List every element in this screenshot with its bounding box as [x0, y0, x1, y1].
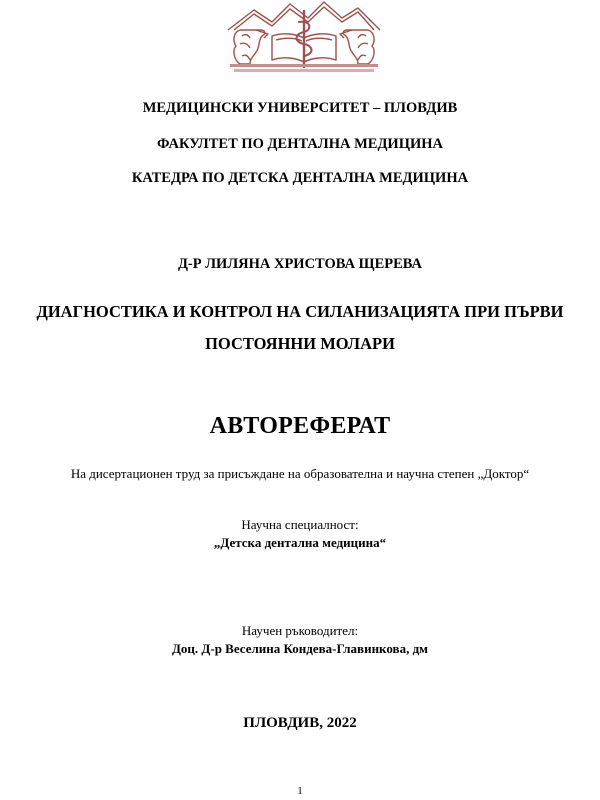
- thesis-title-line-2: ПОСТОЯННИ МОЛАРИ: [205, 334, 395, 353]
- faculty-name: ФАКУЛТЕТ ПО ДЕНТАЛНА МЕДИЦИНА: [156, 136, 444, 152]
- author-name: Д-Р ЛИЛЯНА ХРИСТОВА ЩЕРЕВА: [177, 256, 423, 272]
- specialty-label: Научна специалност:: [241, 517, 359, 532]
- thesis-title-line-1: ДИАГНОСТИКА И КОНТРОЛ НА СИЛАНИЗАЦИЯТА ПРИ ПЪРВИ: [36, 302, 564, 321]
- supervisor-label: Научен ръководител:: [241, 623, 359, 638]
- document-type-heading: АВТОРЕФЕРАТ: [209, 413, 391, 439]
- degree-subtitle: На дисертационен труд за присъждане на образователна и научна степен „Доктор“: [70, 466, 530, 481]
- university-name: МЕДИЦИНСКИ УНИВЕРСИТЕТ – ПЛОВДИВ: [142, 100, 458, 116]
- university-emblem-icon: [220, 0, 388, 74]
- page-number: 1: [297, 785, 303, 797]
- place-and-year: ПЛОВДИВ, 2022: [243, 715, 357, 731]
- supervisor-value: Доц. Д-р Веселина Кондева-Главинкова, дм: [171, 641, 429, 656]
- department-name: КАТЕДРА ПО ДЕТСКА ДЕНТАЛНА МЕДИЦИНА: [131, 170, 469, 186]
- specialty-value: „Детска дентална медицина“: [213, 535, 387, 550]
